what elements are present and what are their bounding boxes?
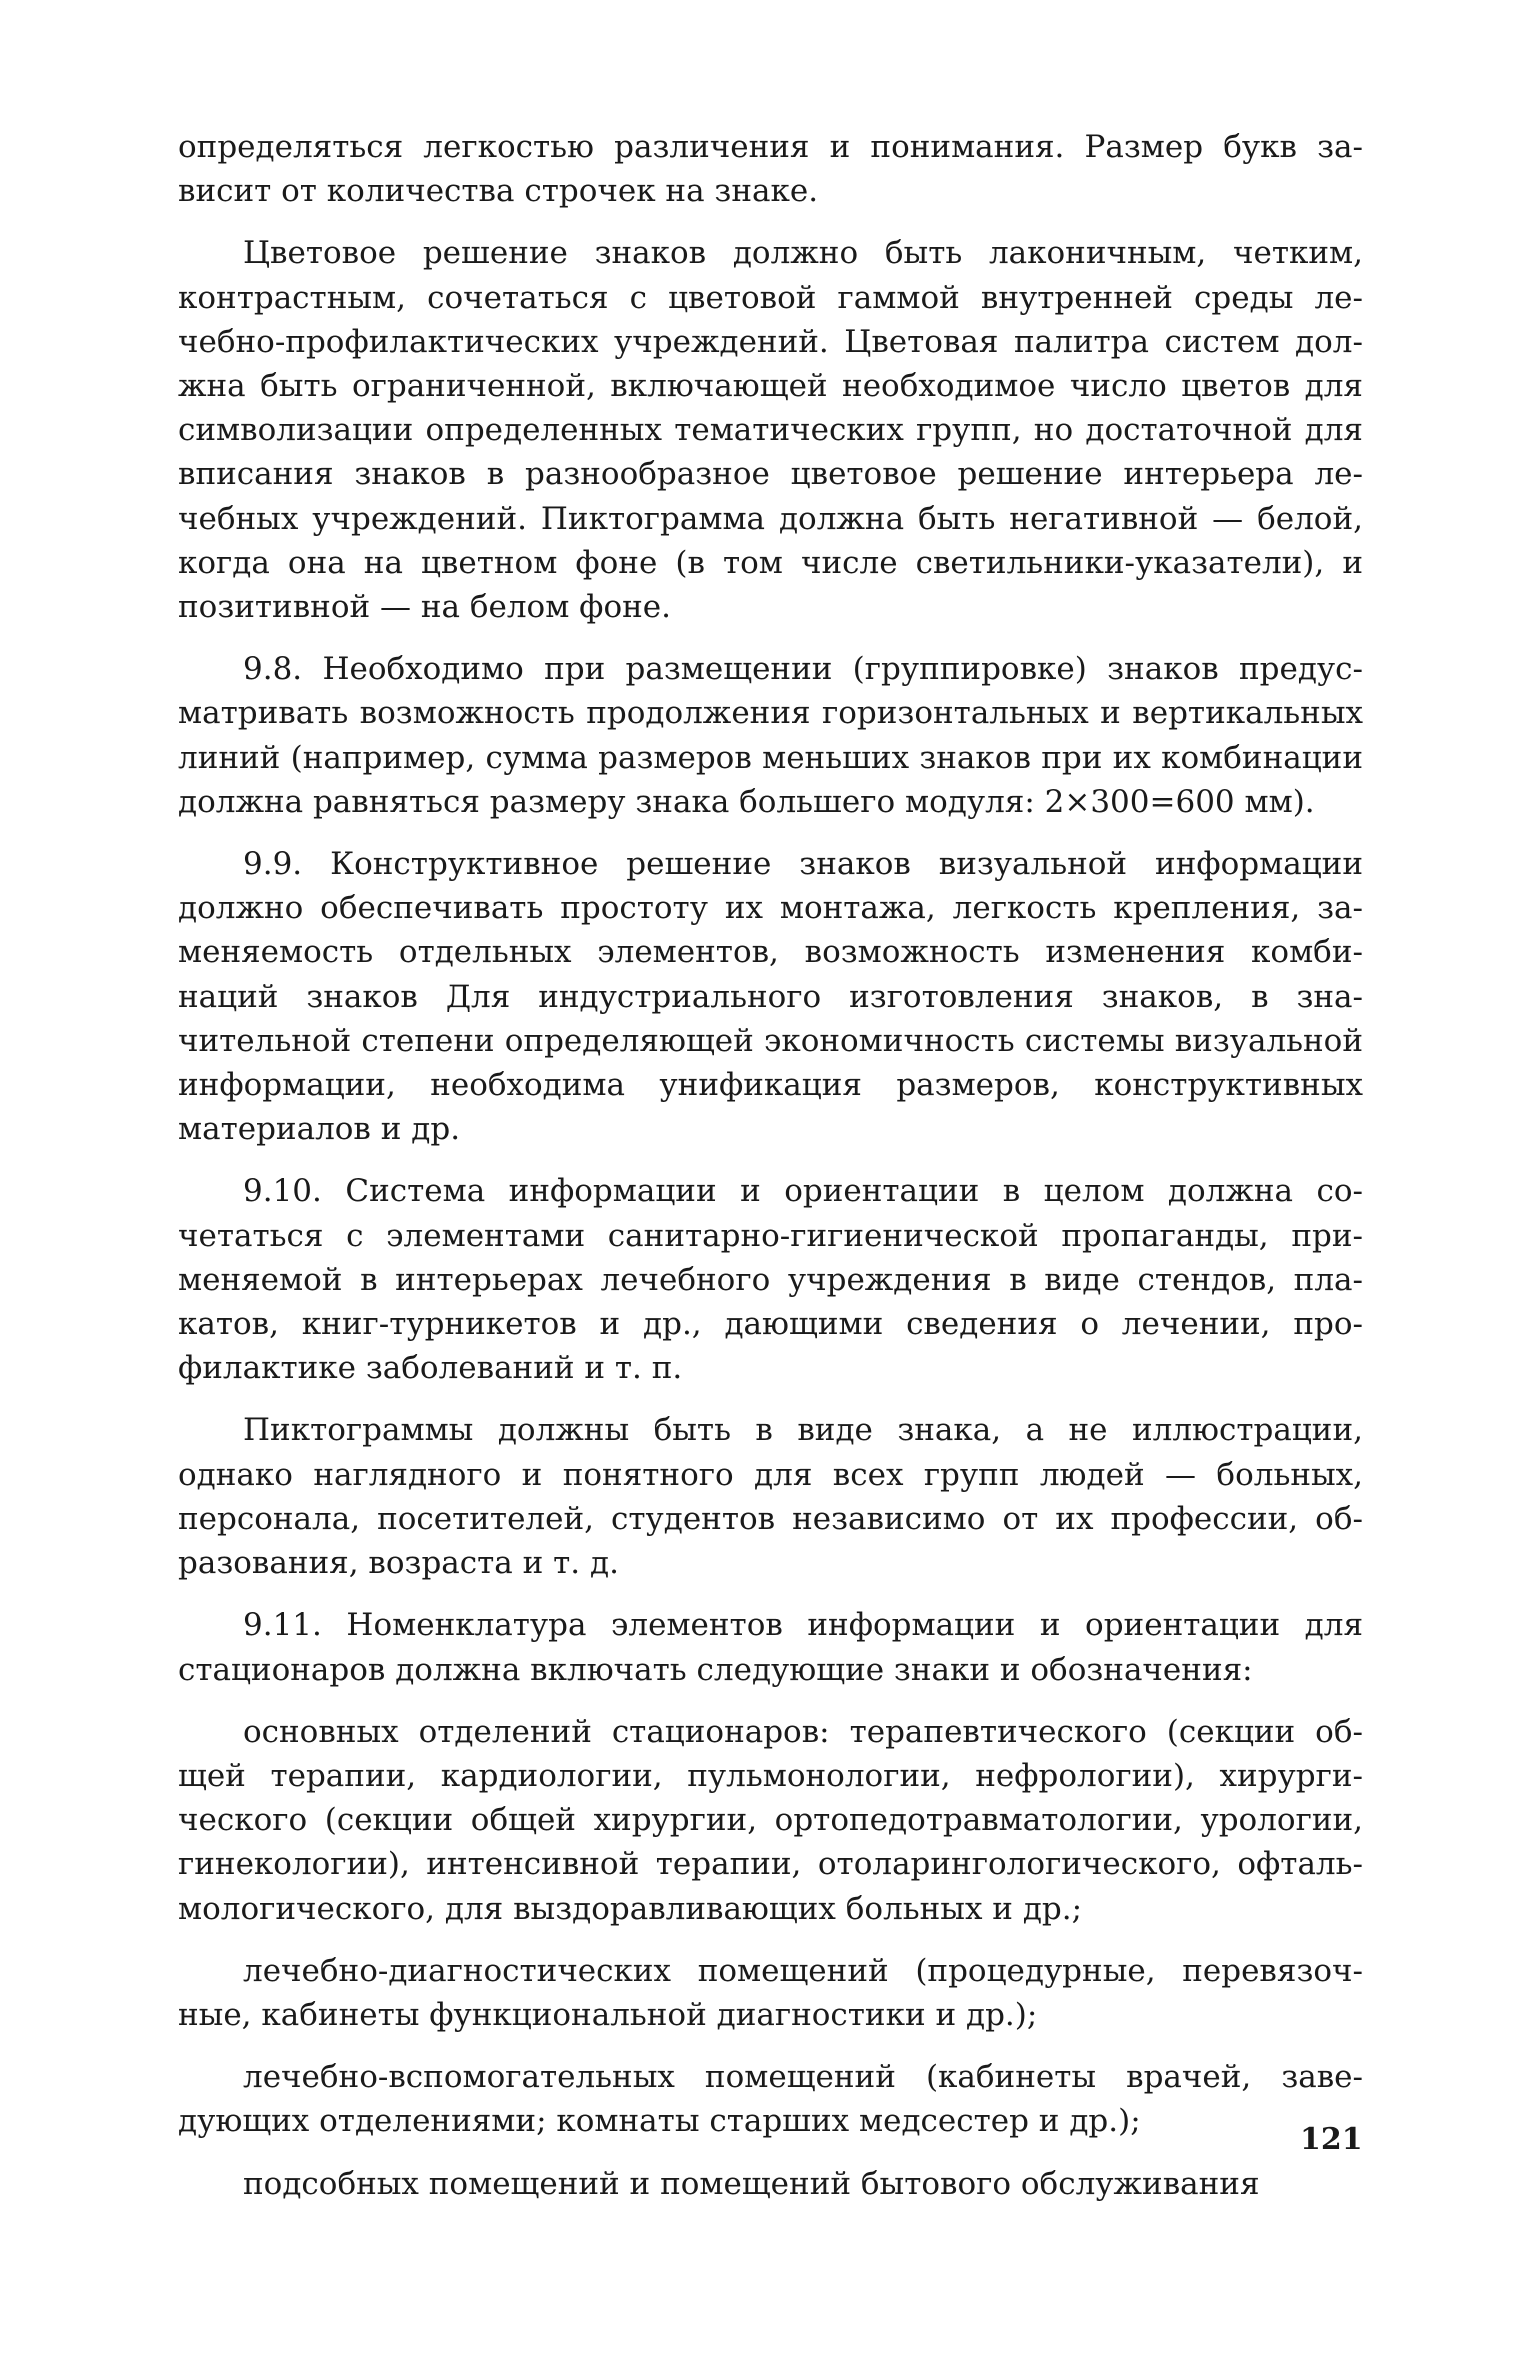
paragraph-9-9: 9.9. Конструктивное решение знаков визуальной информации должно обеспечивать простоту их монтажа, легкость крепления, заменяемость отдельных элементов, возможность изменения комбинаций знаков Для индустриального изготовления знаков, в значительной степени определяющей экономичность системы визуальной информации, необходима унификация размеров, конструктивных материалов и др.: [178, 846, 1363, 1148]
paragraph-continuation: определяться легкостью различения и понимания. Размер букв зависит от количества строчек на знаке.: [178, 129, 1363, 210]
page-number: 121: [1300, 2122, 1363, 2157]
list-item-main-departments: основных отделений стационаров: терапевтического (секции общей терапии, кардиологии, пульмонологии, нефрологии), хирургического (секции общей хирургии, ортопедотравматологии, урологии, гинекологии), интенсивной терапии, отоларингологического, офтальмологического, для выздоравливающих больных и др.;: [178, 1713, 1363, 1927]
page-body: [178, 125, 1363, 2206]
paragraph-9-11: 9.11. Номенклатура элементов информации и ориентации для стационаров должна включать следующие знаки и обозначения:: [178, 1607, 1363, 1688]
paragraph-pictograms: Пиктограммы должны быть в виде знака, а не иллюстрации, однако наглядного и понятного для всех групп людей — больных, персонала, посетителей, студентов независимо от их профессии, образования, возраста и т. д.: [178, 1412, 1363, 1582]
list-item-diagnostic-rooms: лечебно-диагностических помещений (процедурные, перевязочные, кабинеты функциональной диагностики и др.);: [178, 1952, 1363, 2033]
paragraph-9-8: 9.8. Необходимо при размещении (группировке) знаков предусматривать возможность продолжения горизонтальных и вертикальных линий (например, сумма размеров меньших знаков при их комбинации должна равняться размеру знака большего модуля: 2×300=600 мм).: [178, 651, 1363, 820]
list-item-auxiliary-rooms: лечебно-вспомогательных помещений (кабинеты врачей, заведующих отделениями; комнаты старших медсестер и др.);: [178, 2059, 1363, 2140]
paragraph-9-10: 9.10. Система информации и ориентации в целом должна сочетаться с элементами санитарно-гигиенической пропаганды, применяемой в интерьерах лечебного учреждения в виде стендов, плакатов, книг-турникетов и др., дающими сведения о лечении, профилактике заболеваний и т. п.: [178, 1173, 1363, 1387]
list-item-utility-rooms: подсобных помещений и помещений бытового обслуживания: [243, 2165, 1260, 2202]
paragraph-color-solution: Цветовое решение знаков должно быть лаконичным, четким, контрастным, сочетаться с цветовой гаммой внутренней среды лечебно-профилактических учреждений. Цветовая палитра систем должна быть ограниченной, включающей необходимое число цветов для символизации определенных тематических групп, но достаточной для вписания знаков в разнообразное цветовое решение интерьера лечебных учреждений. Пиктограмма должна быть негативной — белой, когда она на цветном фоне (в том числе светильники-указатели), и позитивной — на белом фоне.: [178, 235, 1363, 626]
